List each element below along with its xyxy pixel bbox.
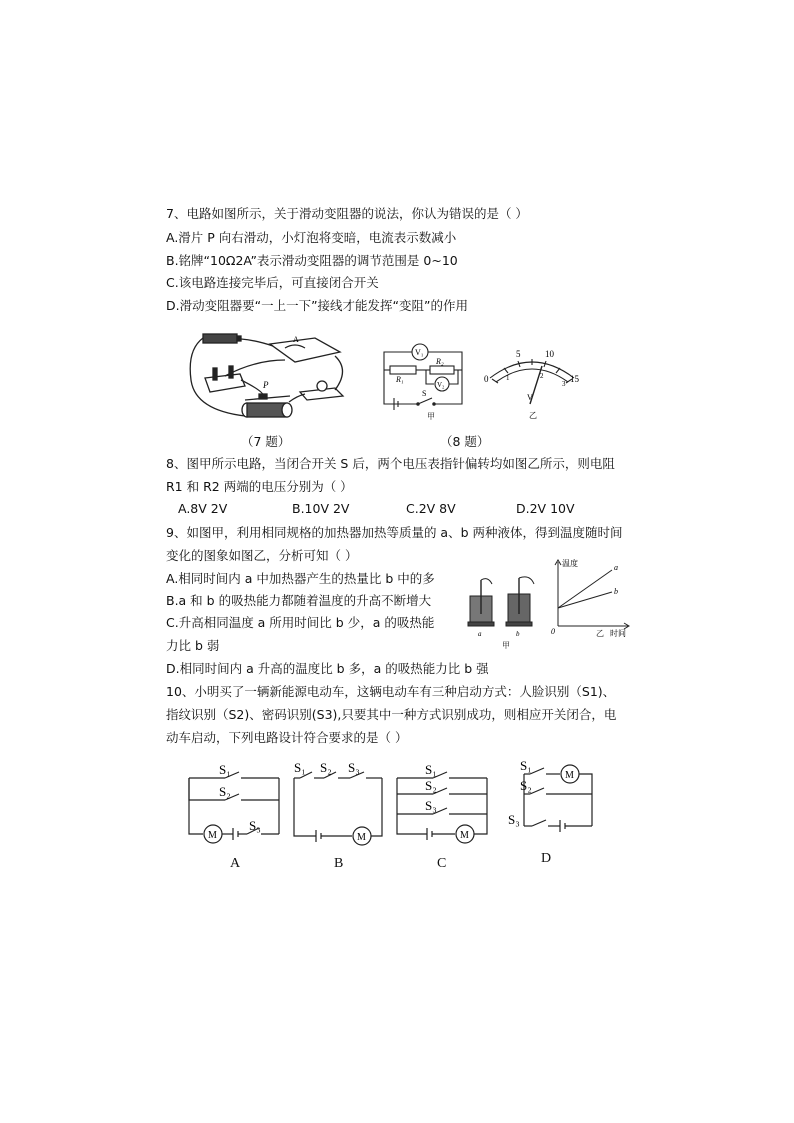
- q8-figure-circuit: [378, 340, 470, 410]
- q9-stem-line2: 变化的图象如图乙，分析可知（ ）: [166, 548, 358, 563]
- q7-option-a: A.滑片 P 向右滑动，小灯泡将变暗，电流表示数减小: [166, 230, 457, 245]
- q10-b-s3: S₃: [348, 760, 360, 775]
- q8-v2-label: V₂: [437, 381, 445, 389]
- q10-c-s1: S₁: [425, 762, 437, 777]
- q9-yi-label: 乙: [596, 629, 604, 638]
- q8-dial-top-10: 10: [545, 349, 554, 359]
- q9-stem-line1: 9、如图甲，利用相同规格的加热器加热等质量的 a、b 两种液体，得到温度随时间: [166, 525, 623, 540]
- q9-option-c: C.升高相同温度 a 所用时间比 b 少，a 的吸热能: [166, 615, 435, 630]
- q8-dial-bottom-1: 1: [506, 374, 510, 382]
- q8-option-d: D.2V 10V: [516, 501, 575, 516]
- q10-circuit-a: [185, 758, 285, 850]
- q9-beaker-b-label: b: [516, 630, 520, 638]
- q7-caption: （7 题）: [241, 434, 291, 449]
- q8-dial-top-5: 5: [516, 349, 521, 359]
- q9-line-a-label: a: [614, 563, 618, 572]
- q8-stem-line1: 8、图甲所示电路，当闭合开关 S 后，两个电压表指针偏转均如图乙所示，则电阻: [166, 456, 615, 471]
- q10-stem-line2: 指纹识别（S2)、密码识别(S3),只要其中一种方式识别成功，则相应开关闭合，电: [166, 707, 617, 722]
- q8-r2-label: R₂: [436, 357, 444, 366]
- q10-b-s2: S₂: [320, 760, 332, 775]
- q10-c-s2: S₂: [425, 778, 437, 793]
- q10-a-motor: M: [208, 830, 217, 841]
- q10-stem-line3: 动车启动，下列电路设计符合要求的是（ ）: [166, 730, 408, 745]
- q8-stem-line2: R1 和 R2 两端的电压分别为（ ）: [166, 479, 353, 494]
- q8-figure-dial: [482, 344, 582, 424]
- q8-s-label: S: [422, 389, 427, 398]
- q10-circuit-d: [500, 756, 600, 848]
- q9-line-b-label: b: [614, 587, 618, 596]
- svg-text:P: P: [263, 380, 269, 390]
- q9-option-c-cont: 力比 b 弱: [166, 638, 220, 653]
- q9-origin: 0: [551, 627, 555, 636]
- q10-d-label: D: [541, 851, 552, 866]
- q8-dial-bottom-2: 2: [540, 372, 544, 380]
- q10-stem-line1: 10、小明买了一辆新能源电动车，这辆电动车有三种启动方式：人脸识别（S1)、: [166, 684, 616, 699]
- svg-text:A: A: [293, 335, 299, 344]
- q7-option-c: C.该电路连接完毕后，可直接闭合开关: [166, 275, 379, 290]
- q8-jia-label: 甲: [427, 412, 435, 421]
- q10-a-s3: S₃: [249, 818, 261, 833]
- q9-option-b: B.a 和 b 的吸热能力都随着温度的升高不断增大: [166, 593, 432, 608]
- q9-figure-beakers: [462, 574, 546, 640]
- q9-option-d: D.相同时间内 a 升高的温度比 b 多，a 的吸热能力比 b 强: [166, 661, 489, 676]
- q10-a-s1: S₁: [219, 762, 231, 777]
- q10-b-s1: S₁: [294, 760, 306, 775]
- q8-yi-label: 乙: [529, 411, 537, 420]
- q8-option-c: C.2V 8V: [406, 501, 456, 516]
- q7-option-d: D.滑动变阻器要“一上一下”接线才能发挥“变阻”的作用: [166, 298, 469, 313]
- q10-a-s2: S₂: [219, 784, 231, 799]
- q9-figure-graph: [550, 556, 634, 638]
- q8-dial-bottom-3: 3: [562, 380, 566, 388]
- q9-beaker-a-label: a: [478, 630, 482, 638]
- q10-d-s3: S₃: [508, 812, 520, 827]
- q7-stem: 7、电路如图所示，关于滑动变阻器的说法，你认为错误的是（ ）: [166, 206, 528, 221]
- q7-option-b: B.铭牌“10Ω2A”表示滑动变阻器的调节范围是 0~10: [166, 253, 458, 268]
- q10-c-s3: S₃: [425, 798, 437, 813]
- q10-circuit-c: [393, 758, 493, 850]
- q8-v1-label: V₁: [415, 348, 424, 357]
- q10-d-motor: M: [565, 770, 574, 781]
- q8-dial-15: 15: [570, 374, 579, 384]
- q10-b-motor: M: [357, 832, 366, 843]
- q9-option-a: A.相同时间内 a 中加热器产生的热量比 b 中的多: [166, 571, 435, 586]
- q10-d-s2: S₂: [520, 778, 532, 793]
- q10-a-label: A: [230, 856, 241, 871]
- q8-dial-unit: V: [527, 393, 533, 402]
- q10-b-label: B: [334, 856, 344, 871]
- q8-option-b: B.10V 2V: [292, 501, 350, 516]
- q8-option-a: A.8V 2V: [178, 501, 228, 516]
- q10-c-label: C: [437, 856, 447, 871]
- q9-ylabel: 温度: [562, 559, 578, 568]
- q8-options: [0, 501, 794, 519]
- q8-dial-zero: 0: [484, 374, 489, 384]
- q10-c-motor: M: [460, 830, 469, 841]
- q9-jia-label: 甲: [502, 641, 510, 650]
- q10-d-s1: S₁: [520, 758, 532, 773]
- q7-figure: [185, 330, 355, 425]
- q8-r1-label: R₁: [396, 375, 404, 384]
- q8-caption: （8 题）: [440, 434, 490, 449]
- q9-xlabel: 时间: [610, 629, 626, 638]
- q10-circuit-b: [290, 758, 390, 850]
